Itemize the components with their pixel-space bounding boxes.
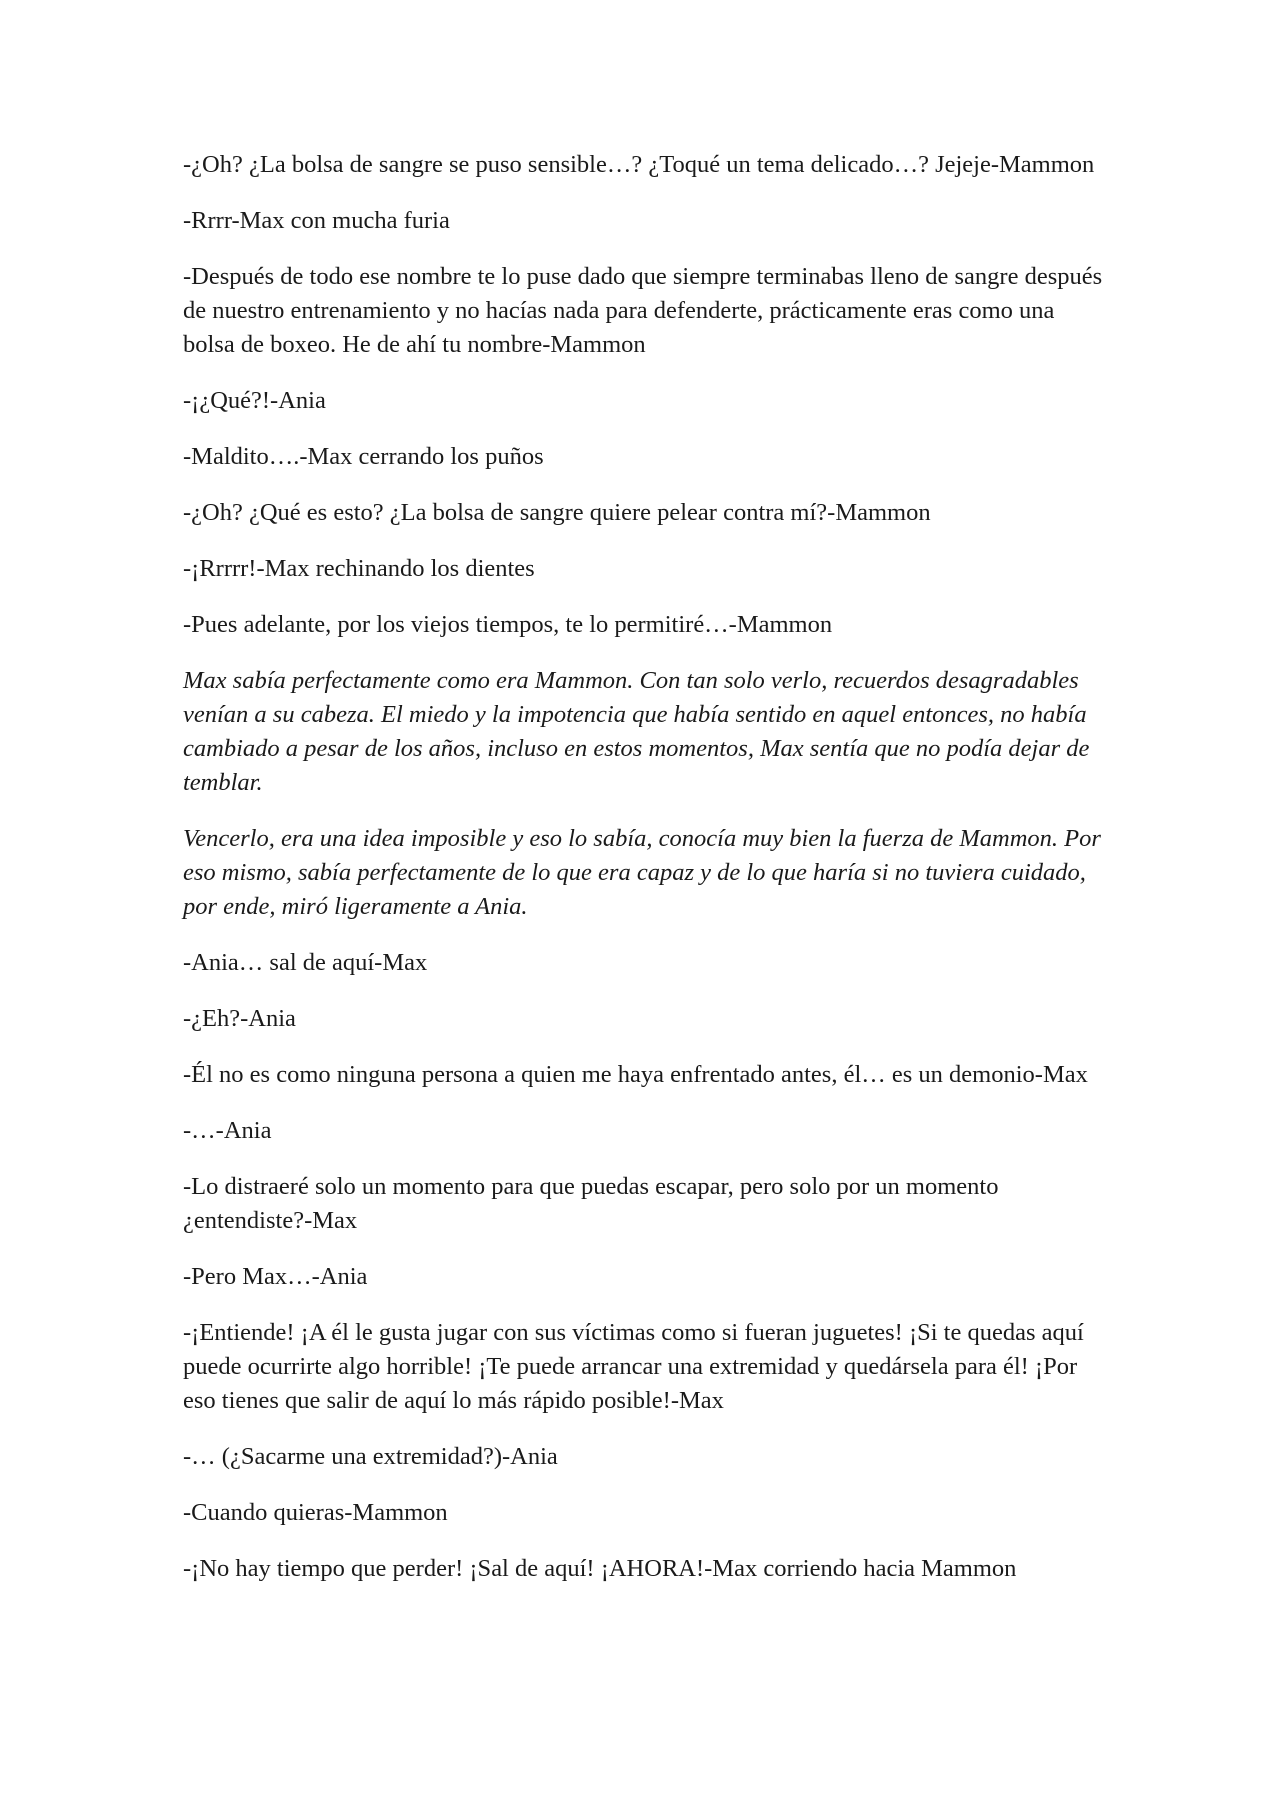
dialogue-paragraph: -Rrrr-Max con mucha furia <box>183 207 450 234</box>
dialogue-paragraph: -¿Eh?-Ania <box>183 1005 296 1032</box>
narration-paragraph: Vencerlo, era una idea imposible y eso lo sabía, conocía muy bien la fuerza de Mammon. Por eso mismo, sabía perfectamente de lo que era capaz y de lo que haría si no tuviera cuidado, por ende, miró ligeramente a Ania. <box>183 825 1101 920</box>
dialogue-paragraph: -Cuando quieras-Mammon <box>183 1499 448 1526</box>
dialogue-paragraph: -¿Oh? ¿La bolsa de sangre se puso sensible…? ¿Toqué un tema delicado…? Jejeje-Mammon <box>183 151 1095 178</box>
text-body <box>183 148 1103 1608</box>
dialogue-paragraph: -¿Oh? ¿Qué es esto? ¿La bolsa de sangre quiere pelear contra mí?-Mammon <box>183 499 931 526</box>
narration-paragraph: Max sabía perfectamente como era Mammon. Con tan solo verlo, recuerdos desagradables venían a su cabeza. El miedo y la impotencia que había sentido en aquel entonces, no había cambiado a pesar de los años, incluso en estos momentos, Max sentía que no podía dejar de temblar. <box>183 667 1090 796</box>
dialogue-paragraph: -Maldito….-Max cerrando los puños <box>183 443 544 470</box>
dialogue-paragraph: -¡Rrrrr!-Max rechinando los dientes <box>183 555 535 582</box>
dialogue-paragraph: -Después de todo ese nombre te lo puse dado que siempre terminabas lleno de sangre después de nuestro entrenamiento y no hacías nada para defenderte, prácticamente eras como una bolsa de boxeo. He de ahí tu nombre-Mammon <box>183 263 1103 358</box>
dialogue-paragraph: -… (¿Sacarme una extremidad?)-Ania <box>183 1443 558 1470</box>
dialogue-paragraph: -Pues adelante, por los viejos tiempos, te lo permitiré…-Mammon <box>183 611 833 638</box>
dialogue-paragraph: -Ania… sal de aquí-Max <box>183 949 428 976</box>
dialogue-paragraph: -Lo distraeré solo un momento para que puedas escapar, pero solo por un momento ¿entendiste?-Max <box>183 1173 999 1234</box>
dialogue-paragraph: -¡¿Qué?!-Ania <box>183 387 326 414</box>
dialogue-paragraph: -…-Ania <box>183 1117 272 1144</box>
dialogue-paragraph: -Pero Max…-Ania <box>183 1263 368 1290</box>
dialogue-paragraph: -Él no es como ninguna persona a quien me haya enfrentado antes, él… es un demonio-Max <box>183 1061 1088 1088</box>
dialogue-paragraph: -¡Entiende! ¡A él le gusta jugar con sus víctimas como si fueran juguetes! ¡Si te quedas aquí puede ocurrirte algo horrible! ¡Te puede arrancar una extremidad y quedársela para él! ¡Por eso tienes que salir de aquí lo más rápido posible!-Max <box>183 1319 1084 1414</box>
dialogue-paragraph: -¡No hay tiempo que perder! ¡Sal de aquí! ¡AHORA!-Max corriendo hacia Mammon <box>183 1555 1017 1582</box>
